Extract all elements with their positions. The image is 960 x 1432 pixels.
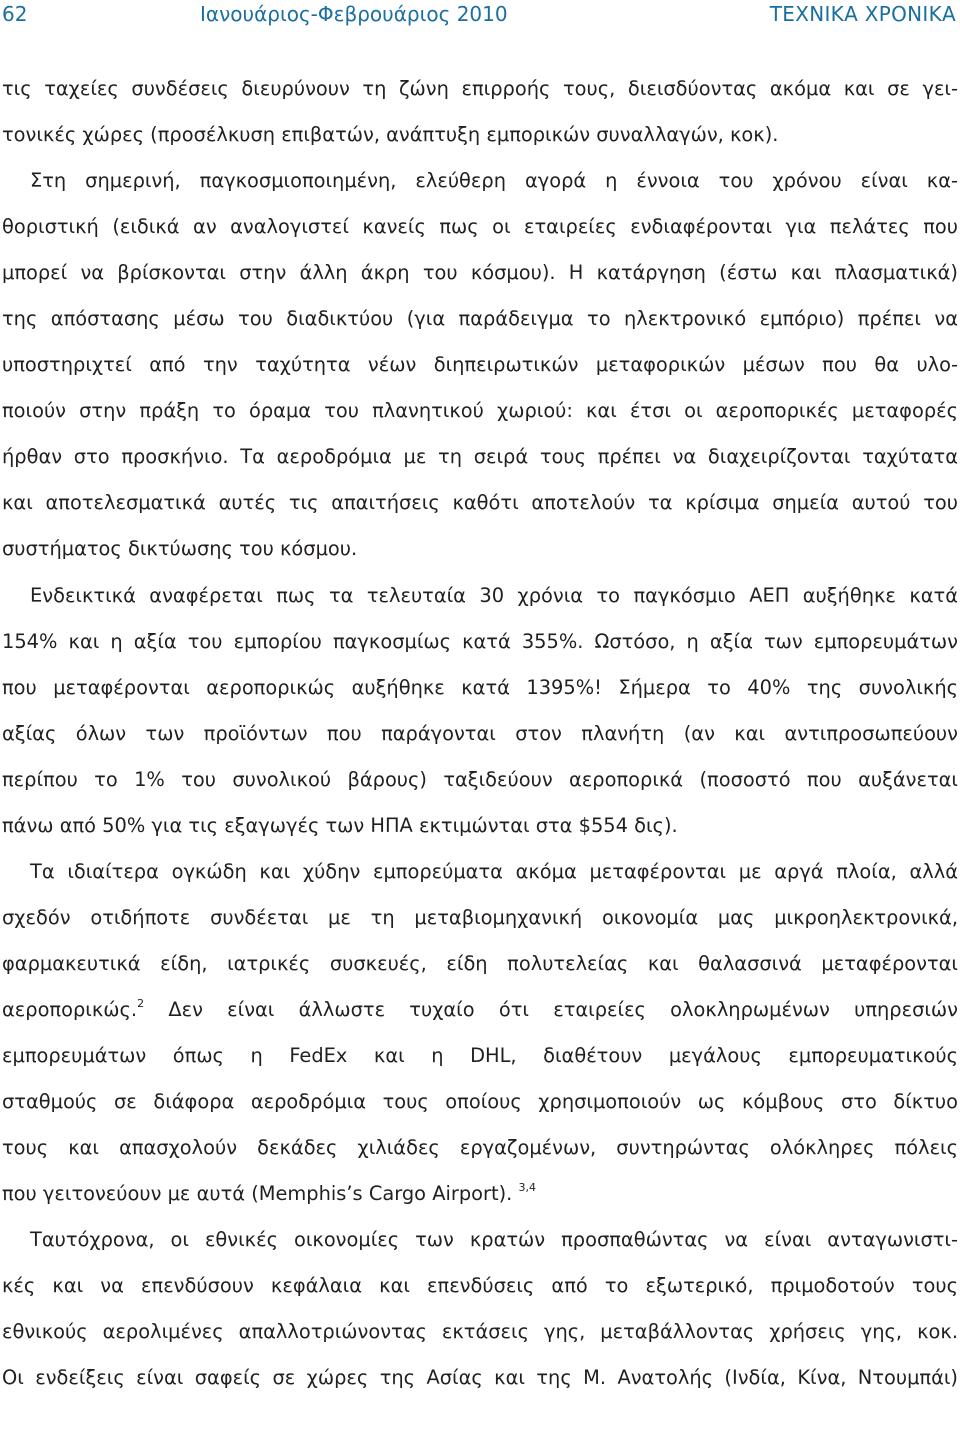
text-line: σχεδόν οτιδήποτε συνδέεται με τη μεταβιομηχανική οικονομία μας μικροηλεκτρονικά, (2, 905, 958, 929)
text-line: φαρμακευτικά είδη, ιατρικές συσκευές, είδη πολυτελείας και θαλασσινά μεταφέρονται (2, 951, 958, 975)
text-line: τους και απασχολούν δεκάδες χιλιάδες εργαζομένων, συντηρώντας ολόκληρες πόλεις (2, 1136, 958, 1160)
text-line: τονικές χώρες (προσέλκυση επιβατών, ανάπτυξη εμπορικών συναλλαγών, κοκ). (2, 123, 779, 147)
article-body (2, 66, 958, 1401)
text-line: μπορεί να βρίσκονται στην άλλη άκρη του κόσμου). Η κατάργηση (έστω και πλασματικά) (2, 261, 958, 285)
text-line: κές και να επενδύσουν κεφάλαια και επενδύσεις από το εξωτερικό, πριμοδοτούν τους (2, 1274, 958, 1298)
text-fragment: Δεν είναι άλλωστε τυχαίο ότι εταιρείες ολοκληρωμένων υπηρεσιών (144, 997, 958, 1021)
text-line (2, 987, 958, 1033)
text-line: που μεταφέρονται αεροπορικώς αυξήθηκε κατά 1395%! Σήμερα το 40% της συνολικής (2, 675, 958, 699)
text-line: 154% και η αξία του εμπορίου παγκοσμίως κατά 355%. Ωστόσο, η αξία των εμπορευμάτων (2, 629, 958, 653)
journal-name: ΤΕΧΝΙΚΑ ΧΡΟΝΙΚΑ (769, 2, 956, 26)
text-line (2, 1171, 958, 1217)
text-line: Ταυτόχρονα, οι εθνικές οικονομίες των κρατών προσπαθώντας να είναι ανταγωνιστι- (30, 1228, 958, 1252)
page-number: 62 (2, 2, 28, 26)
text-line: εθνικούς αερολιμένες απαλλοτριώνοντας εκτάσεις γης, μεταβάλλοντας χρήσεις γης, κοκ. (2, 1320, 958, 1344)
text-line: υποστηριχτεί από την ταχύτητα νέων διηπειρωτικών μεταφορικών μέσων που θα υλο- (2, 353, 958, 377)
text-line: Οι ενδείξεις είναι σαφείς σε χώρες της Ασίας και της Μ. Ανατολής (Ινδία, Κίνα, Ντουμπάι) (2, 1366, 958, 1390)
footnote-ref: 2 (137, 996, 145, 1010)
text-line: εμπορευμάτων όπως η FedEx και η DHL, διαθέτουν μεγάλους εμπορευματικούς (2, 1043, 958, 1067)
text-line: Τα ιδιαίτερα ογκώδη και χύδην εμπορεύματα ακόμα μεταφέρονται με αργά πλοία, αλλά (30, 859, 958, 883)
text-line: σταθμούς σε διάφορα αεροδρόμια τους οποίους χρησιμοποιούν ως κόμβους στο δίκτυο (2, 1090, 958, 1114)
text-line: και αποτελεσματικά αυτές τις απαιτήσεις καθότι αποτελούν τα κρίσιμα σημεία αυτού του (2, 491, 958, 515)
text-line: τις ταχείες συνδέσεις διευρύνουν τη ζώνη επιρροής τους, διεισδύοντας ακόμα και σε γει- (2, 77, 958, 100)
text-line: πάνω από 50% για τις εξαγωγές των ΗΠΑ εκτιμώνται στα $554 δις). (2, 813, 678, 837)
page-header (0, 0, 960, 30)
text-line: Στη σημερινή, παγκοσμιοποιημένη, ελεύθερη αγορά η έννοια του χρόνου είναι κα- (30, 169, 958, 193)
text-line: ήρθαν στο προσκήνιο. Τα αεροδρόμια με τη σειρά τους πρέπει να διαχειρίζονται ταχύτατα (2, 445, 958, 469)
text-line: της απόστασης μέσω του διαδικτύου (για παράδειγμα το ηλεκτρονικό εμπόριο) πρέπει να (2, 307, 958, 331)
text-fragment: αεροπορικώς. (2, 997, 138, 1021)
text-line: αξίας όλων των προϊόντων που παράγονται στον πλανήτη (αν και αντιπροσωπεύουν (2, 721, 958, 745)
text-line: θοριστική (ειδικά αν αναλογιστεί κανείς πως οι εταιρείες ενδιαφέρονται για πελάτες που (2, 215, 958, 239)
footnote-ref: 3,4 (518, 1181, 536, 1195)
text-line: ποιούν στην πράξη το όραμα του πλανητικού χωριού: και έτσι οι αεροπορικές μεταφορές (2, 399, 958, 423)
issue-date: Ιανουάριος-Φεβρουάριος 2010 (200, 2, 508, 26)
text-line: συστήματος δικτύωσης του κόσμου. (2, 537, 358, 561)
text-line: Ενδεικτικά αναφέρεται πως τα τελευταία 30 χρόνια το παγκόσμιο ΑΕΠ αυξήθηκε κατά (30, 583, 958, 607)
text-line: περίπου το 1% του συνολικού βάρους) ταξιδεύουν αεροπορικά (ποσοστό που αυξάνεται (2, 767, 958, 791)
text-fragment: που γειτονεύουν με αυτά (Memphis’s Cargo Airport). (2, 1182, 513, 1206)
